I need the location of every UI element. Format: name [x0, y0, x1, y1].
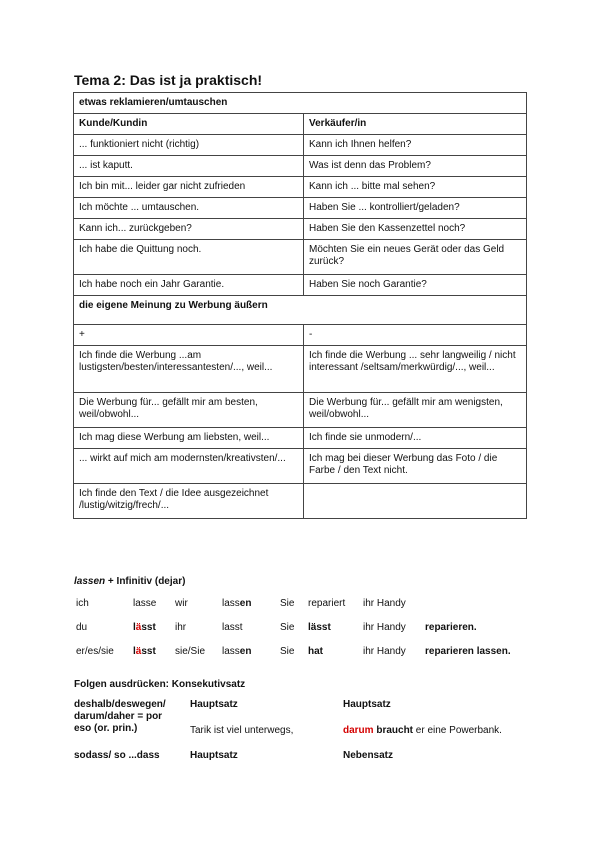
table-row: [74, 346, 527, 393]
infinitive: [425, 646, 511, 657]
verb-form-1: [133, 622, 156, 633]
lassen-word: lassen: [74, 576, 106, 587]
konsekutiv-label-hauptsatz-2: Hauptsatz: [343, 699, 391, 710]
verb-form-3: [308, 622, 331, 633]
table-row: [74, 156, 527, 177]
infinitive: reparieren.: [425, 622, 477, 633]
pronoun: Sie: [280, 622, 295, 633]
verb-stem: lass: [222, 646, 240, 657]
table-cell: Die Werbung für... gefällt mir am besten, weil/obwohl...: [74, 393, 304, 428]
table-cell: Kann ich... zurückgeben?: [74, 219, 304, 240]
lassen-heading-rest: + Infinitiv (dejar): [105, 576, 186, 587]
table-cell: ... ist kaputt.: [74, 156, 304, 177]
table-row: [74, 428, 527, 449]
pronoun: er/es/sie: [76, 646, 114, 657]
braucht-word: braucht: [376, 725, 414, 736]
table-cell: ... funktioniert nicht (richtig): [74, 135, 304, 156]
table-cell: Möchten Sie ein neues Gerät oder das Geld zurück?: [304, 240, 527, 275]
verb-part: l: [133, 646, 136, 657]
verb-form-3: [308, 646, 323, 657]
konsekutiv-example-main: Tarik ist viel unterwegs,: [190, 725, 294, 736]
section-header-werbung: [74, 296, 527, 325]
verb-part: sst: [141, 622, 156, 633]
konsekutiv-sodass: sodass/ so ...dass: [74, 750, 160, 761]
table-cell: -: [304, 325, 527, 346]
pronoun-3: [280, 598, 294, 609]
object: ihr Handy: [363, 598, 406, 609]
pronoun: sie/Sie: [175, 646, 206, 657]
infinitive: [425, 622, 477, 633]
pronoun: wir: [175, 598, 188, 609]
konsekutiv-example-consequence: [343, 725, 502, 737]
section-header-reklamieren: [74, 93, 527, 114]
verb-form: lasse: [133, 598, 157, 609]
pronoun-1: [76, 598, 89, 609]
table-cell: Was ist denn das Problem?: [304, 156, 527, 177]
table-cell: Ich finde den Text / die Idee ausgezeichnet /lustig/witzig/frech/...: [74, 484, 304, 519]
table-row: [74, 219, 527, 240]
object: [363, 598, 406, 609]
darum-word: darum: [343, 725, 374, 736]
table-row: [74, 275, 527, 296]
table-cell: Haben Sie ... kontrolliert/geladen?: [304, 198, 527, 219]
table-row: [74, 484, 527, 519]
object: [363, 622, 406, 633]
pronoun: ihr: [175, 622, 187, 633]
table-cell: ... wirkt auf mich am modernsten/kreativsten/...: [74, 449, 304, 484]
table-cell: Haben Sie den Kassenzettel noch?: [304, 219, 527, 240]
section-title-cell: die eigene Meinung zu Werbung äußern: [74, 296, 527, 325]
table-row: [74, 393, 527, 428]
konsekutiv-label-hauptsatz-1: Hauptsatz: [190, 699, 238, 710]
table-cell: Ich habe noch ein Jahr Garantie.: [74, 275, 304, 296]
konsekutiv-label-hauptsatz-3: Hauptsatz: [190, 750, 238, 761]
table-row: [74, 135, 527, 156]
pronoun-2: [175, 622, 186, 633]
umlaut-highlight: ä: [135, 646, 142, 657]
table-cell: Ich mag bei dieser Werbung das Foto / die Farbe / den Text nicht.: [304, 449, 527, 484]
object: ihr Handy: [363, 622, 406, 633]
pronoun-1: [76, 622, 87, 633]
table-cell: Kann ich ... bitte mal sehen?: [304, 177, 527, 198]
infinitive: reparieren lassen.: [425, 646, 511, 657]
konsekutiv-label-nebensatz: Nebensatz: [343, 750, 394, 761]
verb-form-2: [222, 646, 251, 657]
table-cell: Die Werbung für... gefällt mir am wenigsten, weil/obwohl...: [304, 393, 527, 428]
table-cell: Ich habe die Quittung noch.: [74, 240, 304, 275]
verb-form-2: [222, 598, 251, 609]
table-cell: Ich mag diese Werbung am liebsten, weil...: [74, 428, 304, 449]
verb-form-2: [222, 622, 243, 633]
table-row: [74, 177, 527, 198]
konsekutiv-heading: Folgen ausdrücken: Konsekutivsatz: [74, 679, 246, 690]
example-rest: er eine Powerbank.: [413, 725, 502, 736]
table-row: [74, 449, 527, 484]
phrases-table: [73, 92, 527, 519]
table-cell: Ich bin mit... leider gar nicht zufrieden: [74, 177, 304, 198]
konsekutiv-connectors: deshalb/deswegen/ darum/daher = por eso (or. prin.): [74, 699, 166, 734]
table-cell: Ich möchte ... umtauschen.: [74, 198, 304, 219]
column-header-row: [74, 114, 527, 135]
table-cell: [304, 484, 527, 519]
verb-form: lässt: [308, 622, 331, 633]
object: ihr Handy: [363, 646, 406, 657]
object: [363, 646, 406, 657]
section-title-cell: etwas reklamieren/umtauschen: [74, 93, 527, 114]
page-title: Tema 2: Das ist ja praktisch!: [74, 72, 263, 88]
pronoun: du: [76, 622, 88, 633]
table-cell: Ich finde die Werbung ...am lustigsten/besten/interessantesten/..., weil...: [74, 346, 304, 393]
column-header-cell: Kunde/Kundin: [74, 114, 304, 135]
pronoun-2: [175, 646, 205, 657]
pronoun-3: [280, 622, 294, 633]
table-cell: Haben Sie noch Garantie?: [304, 275, 527, 296]
verb-ending: en: [239, 646, 252, 657]
verb-form: hat: [308, 646, 323, 657]
pronoun-1: [76, 646, 114, 657]
verb-form-1: [133, 646, 156, 657]
verb-form: repariert: [308, 598, 346, 609]
column-header-cell: Verkäufer/in: [304, 114, 527, 135]
table-cell: Kann ich Ihnen helfen?: [304, 135, 527, 156]
table-cell: +: [74, 325, 304, 346]
verb-part: l: [133, 622, 136, 633]
table-row: [74, 240, 527, 275]
verb-form-1: [133, 598, 156, 609]
verb-stem: lasst: [222, 622, 243, 633]
pronoun: Sie: [280, 646, 295, 657]
verb-form-3: [308, 598, 345, 609]
pronoun-3: [280, 646, 294, 657]
verb-part: sst: [141, 646, 156, 657]
table-row: [74, 198, 527, 219]
verb-ending: en: [239, 598, 252, 609]
verb-stem: lass: [222, 598, 240, 609]
pronoun: ich: [76, 598, 89, 609]
pronoun-2: [175, 598, 188, 609]
pronoun: Sie: [280, 598, 295, 609]
plus-minus-row: [74, 325, 527, 346]
lassen-heading: [74, 576, 185, 587]
umlaut-highlight: ä: [135, 622, 142, 633]
table-cell: Ich finde sie unmodern/...: [304, 428, 527, 449]
table-cell: Ich finde die Werbung ... sehr langweilig / nicht interessant /seltsam/merkwürdig/..., weil...: [304, 346, 527, 393]
